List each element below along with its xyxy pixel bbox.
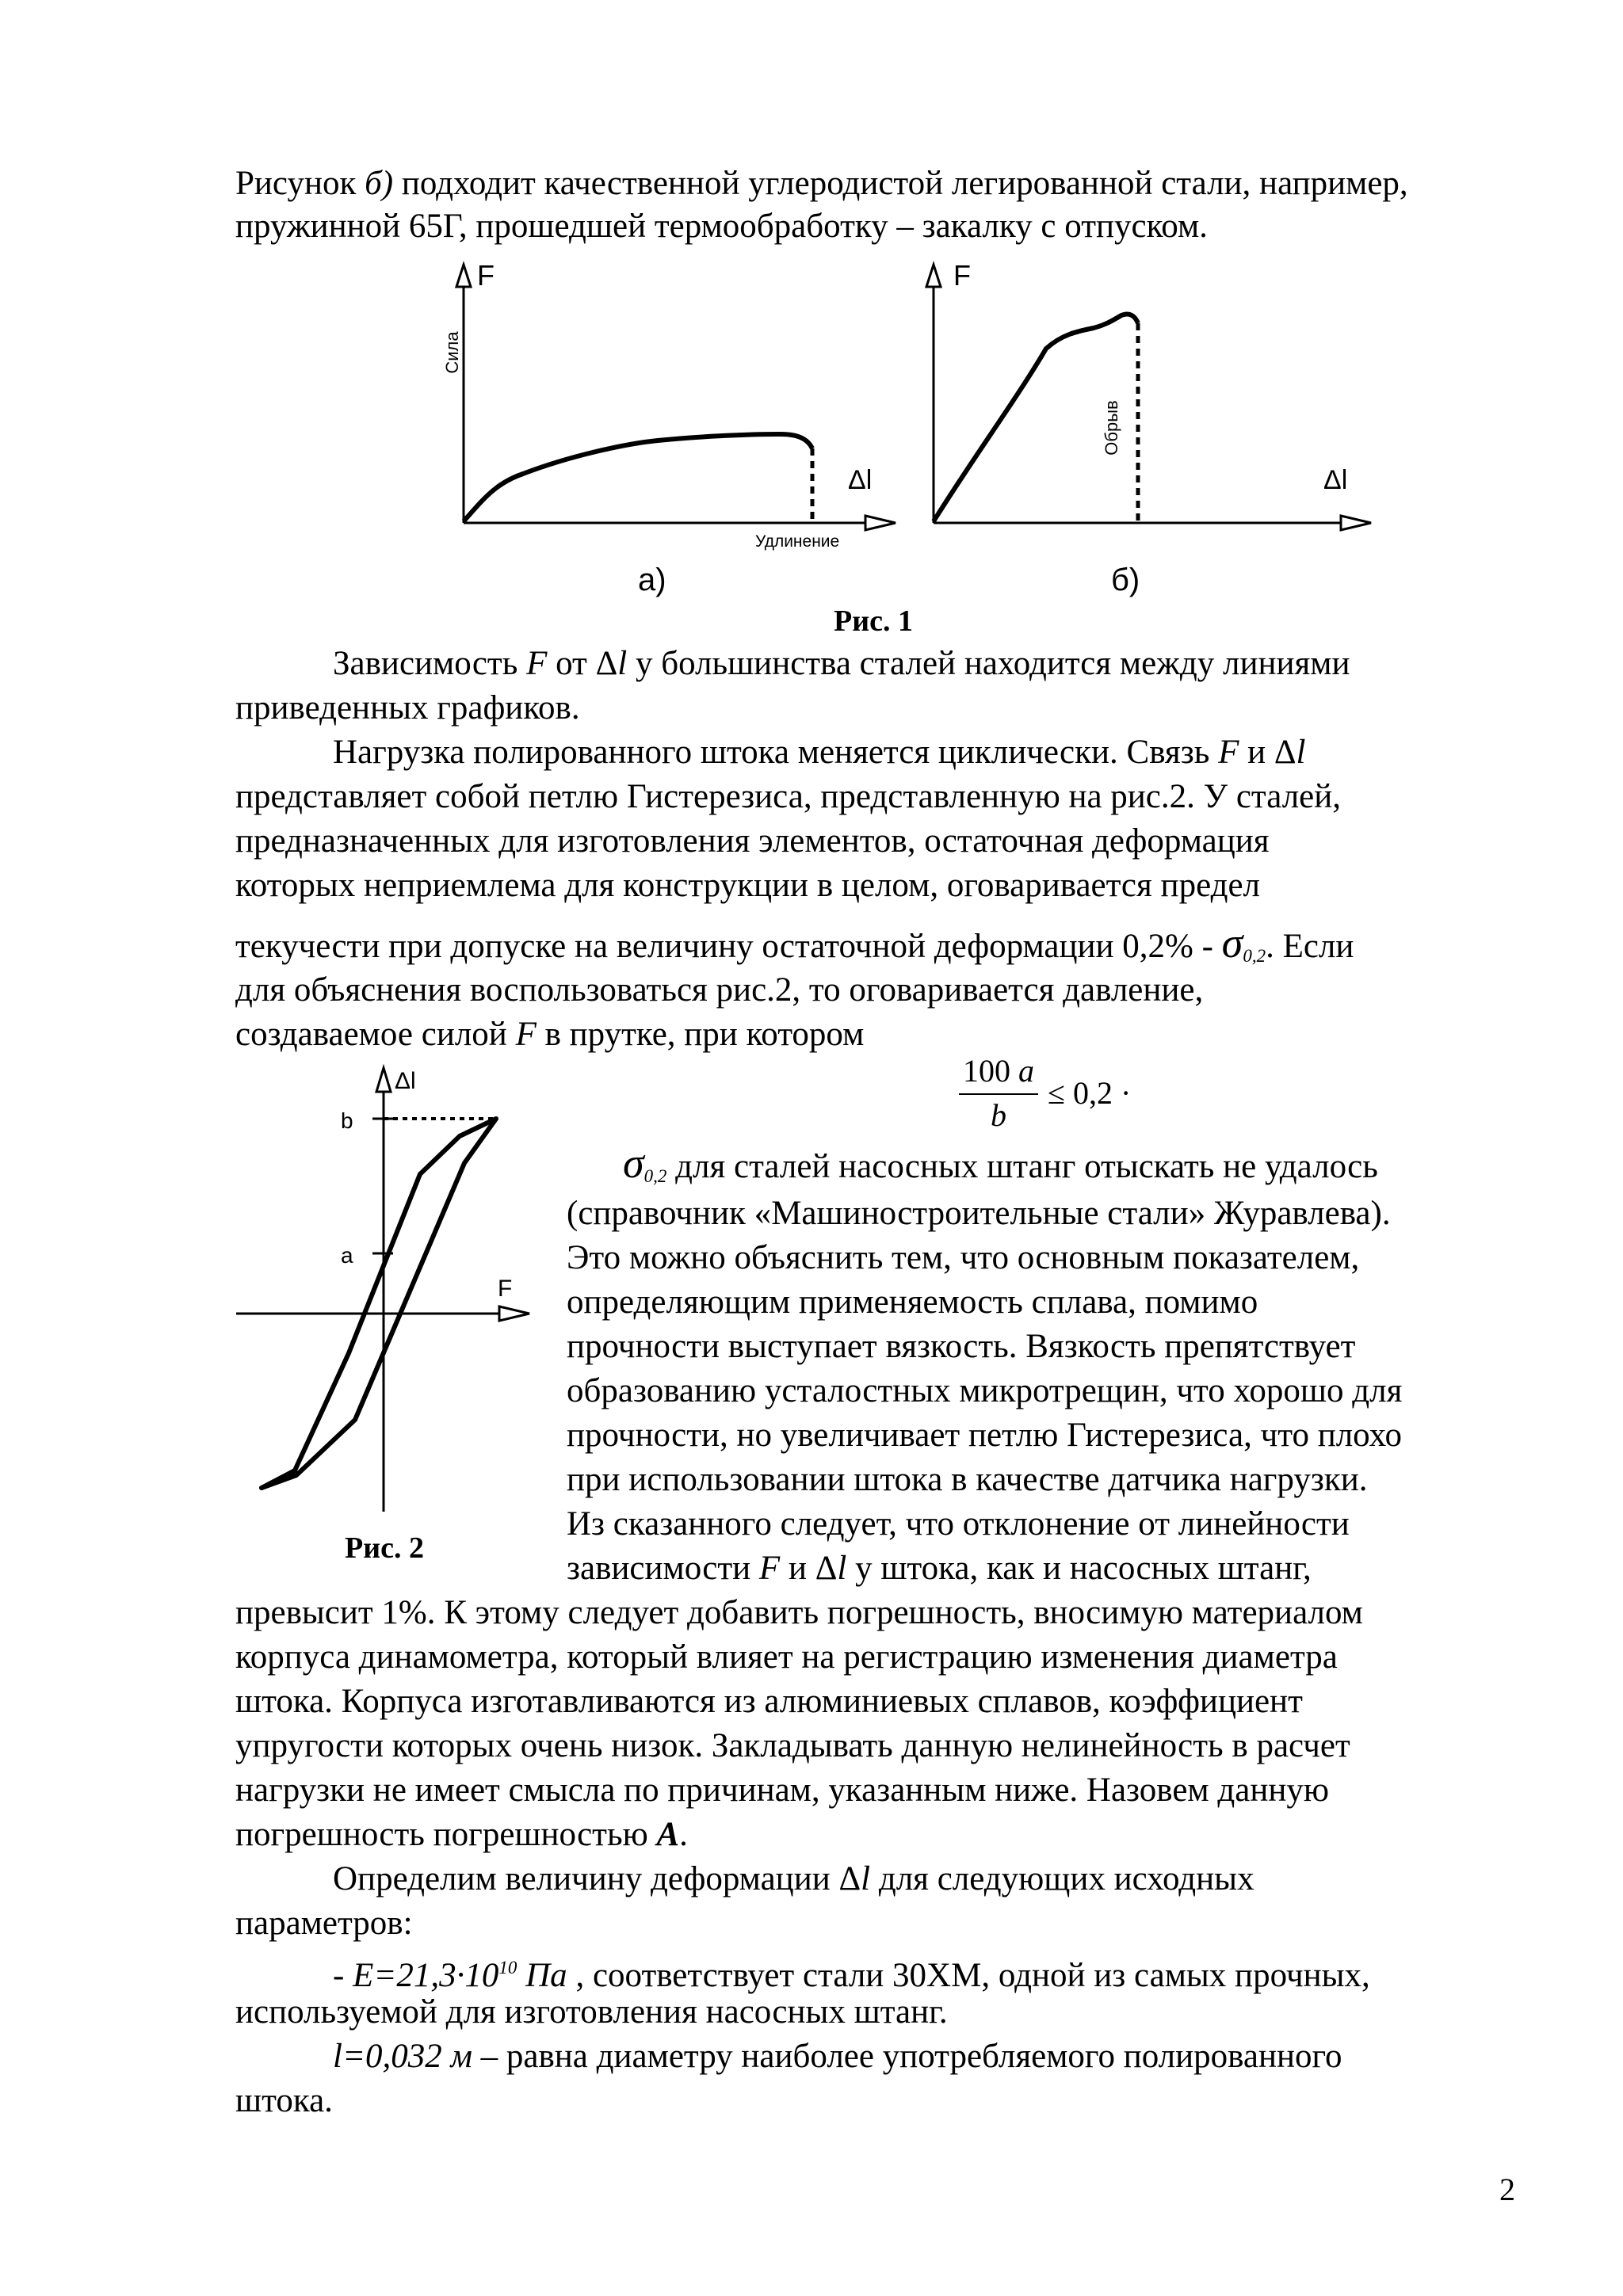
figure-2 bbox=[222, 1054, 555, 1529]
fig1a-y-label: Сила bbox=[442, 331, 462, 374]
para-load-line-5: текучести при допуске на величину остаточной деформации $0,2\% - \sigma_{0,2}$. Если bbox=[235, 919, 1354, 967]
fig1-caption: Рис. 1 bbox=[834, 605, 913, 638]
para-sigma-line-14: упругости которых очень низок. Закладывать данную нелинейность в расчет bbox=[235, 1727, 1350, 1764]
formula-denominator: b bbox=[991, 1097, 1006, 1133]
para-load-line-6: для объяснения воспользоваться рис.2, то оговаривается давление, bbox=[235, 971, 1204, 1009]
fig2-hysteresis-loop bbox=[262, 1119, 496, 1488]
para-dep-line-1: Зависимость F от Δl у большинства сталей находится между линиями bbox=[333, 645, 1350, 682]
formula-bar bbox=[959, 1093, 1038, 1095]
para-sigma-line-3: Это можно объяснить тем, что основным показателем, bbox=[567, 1239, 1360, 1276]
para-sigma-line-2: (справочник «Машиностроительные стали» Журавлева). bbox=[567, 1195, 1391, 1232]
fig1a-x-label: Удлинение bbox=[755, 532, 840, 551]
para-sigma-line-12: корпуса динамометра, который влияет на регистрацию изменения диаметра bbox=[235, 1638, 1338, 1676]
para-top-line-2: пружинной 65Г, прошедшей термообработку – закалку с отпуском. bbox=[235, 208, 1208, 245]
formula bbox=[959, 1052, 1165, 1139]
para-sigma-line-10: зависимости F и Δl у штока, как и насосных штанг, bbox=[567, 1550, 1312, 1587]
fig2-y-arrow bbox=[376, 1068, 391, 1092]
formula-relation: ≤ 0,2 · bbox=[1048, 1075, 1132, 1111]
para-top-line-1: Рисунок б) подходит качественной углеродистой легированной стали, например, bbox=[235, 165, 1408, 202]
para-def-line-5: l=0,032 м – равна диаметру наиболее употребляемого полированного bbox=[333, 2038, 1342, 2075]
fig1b-x-arrow bbox=[1341, 516, 1371, 530]
formula-numerator: 100 a bbox=[963, 1053, 1034, 1089]
para-def-line-4: используемой для изготовления насосных штанг. bbox=[235, 1993, 948, 2031]
para-def-line-6: штока. bbox=[235, 2082, 333, 2119]
figure-1 bbox=[412, 252, 1395, 601]
fig1a-tag: а) bbox=[638, 563, 666, 597]
fig1b-tag: б) bbox=[1111, 563, 1140, 597]
para-def-line-2: параметров: bbox=[235, 1905, 413, 1942]
para-sigma-line-4: определяющим применяемость сплава, помимо bbox=[567, 1283, 1258, 1321]
para-sigma-line-1: $\sigma_{0,2}$ для сталей насосных штанг отыскать не удалось bbox=[623, 1139, 1378, 1187]
fig1a-y-arrow bbox=[456, 265, 471, 287]
fig1a-curve bbox=[464, 434, 812, 521]
page-number: 2 bbox=[1499, 2172, 1515, 2207]
fig1b-y-axis-label: F bbox=[953, 259, 971, 292]
fig2-a-label: a bbox=[341, 1243, 353, 1268]
fig2-y-axis-label: Δl bbox=[395, 1068, 416, 1094]
fig1a-x-arrow bbox=[865, 516, 896, 530]
para-def-line-3: - $E=21,3\cdot 10^{10}$ Па , соответствует стали 30ХМ, одной из самых прочных, bbox=[333, 1957, 1370, 1994]
para-sigma-line-8: при использовании штока в качестве датчика нагрузки. bbox=[567, 1461, 1368, 1498]
fig1b-marker-label: Обрыв bbox=[1102, 400, 1121, 456]
para-sigma-line-7: прочности, но увеличивает петлю Гистерезиса, что плохо bbox=[567, 1417, 1402, 1454]
fig2-caption: Рис. 2 bbox=[345, 1531, 424, 1565]
fig2-x-arrow bbox=[499, 1306, 529, 1321]
para-dep-line-2: приведенных графиков. bbox=[235, 689, 580, 727]
para-sigma-line-9: Из сказанного следует, что отклонение от линейности bbox=[567, 1505, 1350, 1543]
para-sigma-line-13: штока. Корпуса изготавливаются из алюминиевых сплавов, коэффициент bbox=[235, 1683, 1303, 1720]
para-load-line-1: Нагрузка полированного штока меняется циклически. Связь F и Δl bbox=[333, 734, 1306, 771]
figure-1b bbox=[926, 265, 1371, 530]
figure-1a bbox=[456, 265, 896, 530]
para-sigma-line-5: прочности выступает вязкость. Вязкость препятствует bbox=[567, 1328, 1356, 1365]
para-sigma-line-16: погрешность погрешностью A. bbox=[235, 1816, 688, 1853]
para-load-line-4: которых неприемлема для конструкции в целом, оговаривается предел bbox=[235, 867, 1261, 904]
para-load-line-3: предназначенных для изготовления элементов, остаточная деформация bbox=[235, 822, 1270, 860]
para-sigma-line-6: образованию усталостных микротрещин, что хорошо для bbox=[567, 1372, 1403, 1409]
fig1b-y-arrow bbox=[926, 265, 941, 287]
fig1b-x-axis-label: Δl bbox=[1323, 465, 1348, 495]
para-load-line-7: создаваемое силой F в прутке, при котором bbox=[235, 1016, 865, 1053]
para-sigma-line-15: нагрузки не имеет смысла по причинам, указанным ниже. Назовем данную bbox=[235, 1772, 1329, 1809]
fig1a-y-axis-label: F bbox=[477, 259, 495, 292]
para-load-line-2: представляет собой петлю Гистерезиса, представленную на рис.2. У сталей, bbox=[235, 778, 1342, 815]
fig2-x-axis-label: F bbox=[498, 1276, 513, 1302]
fig1a-x-axis-label: Δl bbox=[848, 465, 873, 495]
fig2-b-label: b bbox=[341, 1108, 353, 1133]
para-sigma-line-11: превысит 1%. К этому следует добавить погрешность, вносимую материалом bbox=[235, 1594, 1363, 1631]
para-def-line-1: Определим величину деформации Δl для следующих исходных bbox=[333, 1860, 1254, 1897]
